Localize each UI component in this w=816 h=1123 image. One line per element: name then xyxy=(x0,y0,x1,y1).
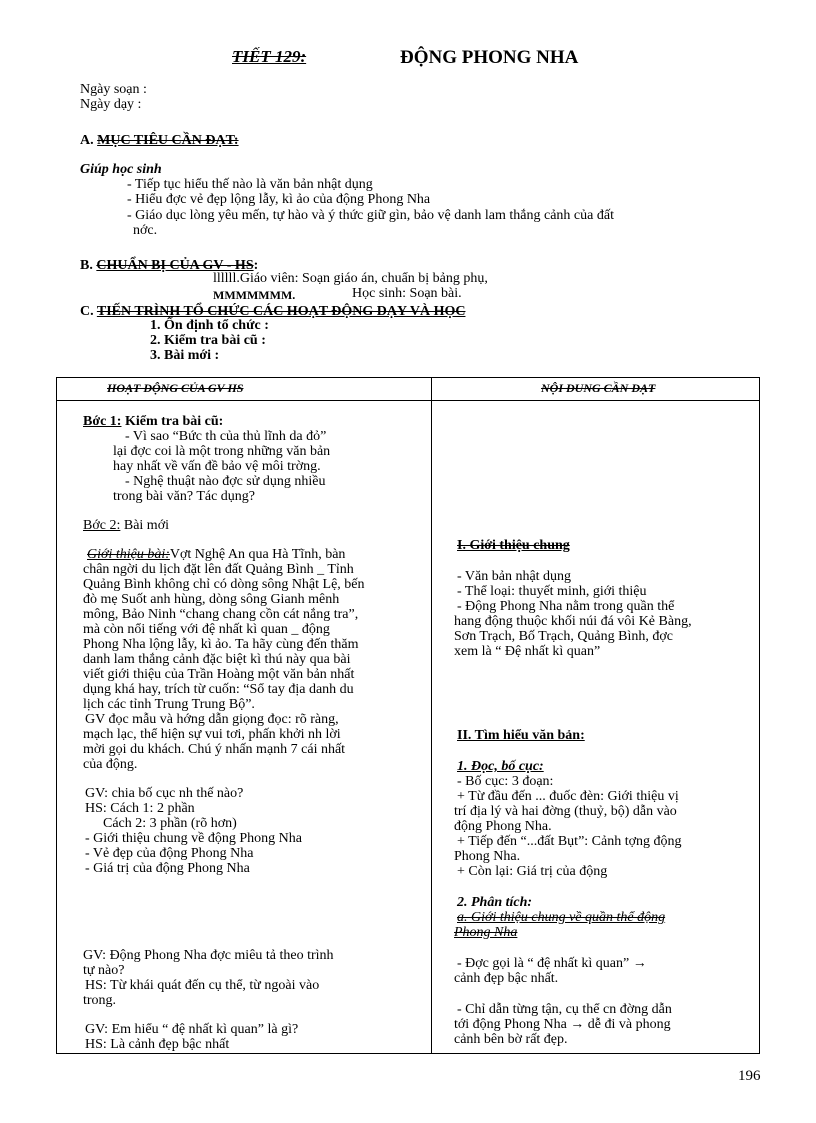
structure-item: trí địa lý và hai đờng (thuỷ, bộ) dẫn vào xyxy=(454,804,677,819)
question-line: lại đợc coi là một trong những văn bản xyxy=(113,444,331,459)
table-header-activities: HOẠT ĐỘNG CỦA GV HS xyxy=(107,381,244,395)
reading-line: mời gọi du khách. Chú ý nhấn mạnh 7 cái nhất xyxy=(83,742,346,757)
question-line: - Vì sao “Bức th của thủ lĩnh da đỏ” xyxy=(125,429,327,444)
table-column-divider xyxy=(431,378,432,1053)
intro-item: hang động thuộc khối núi đá vôi Kẻ Bàng, xyxy=(454,614,692,629)
intro-line: chân ngời du lịch đặt lên đất Quảng Bình _ Tỉnh xyxy=(83,562,354,577)
structure-part: - Giới thiệu chung về động Phong Nha xyxy=(85,831,302,846)
student-answer: Cách 2: 3 phần (rõ hơn) xyxy=(103,816,237,831)
student-prep-marker: MMMMMMM. xyxy=(213,288,296,302)
step1-title: Kiểm tra bài cũ: xyxy=(121,414,224,429)
teacher-prep: llllll.Giáo viên: Soạn giáo án, chuẩn bị bảng phụ, xyxy=(213,271,488,286)
right-column-analysis xyxy=(454,728,755,1047)
step2-heading xyxy=(83,518,425,533)
analysis-subtitle: Phong Nha xyxy=(454,925,518,940)
structure-part: - Vẻ đẹp của động Phong Nha xyxy=(85,846,254,861)
section-a-intro: Giúp học sinh xyxy=(80,162,162,177)
step1-heading xyxy=(83,414,425,429)
section-c-heading xyxy=(80,304,465,320)
section-intro-title: I. Giới thiệu chung xyxy=(457,538,570,553)
student-answer: HS: Là cảnh đẹp bậc nhất xyxy=(85,1037,230,1052)
intro-line: Vợt Nghệ An qua Hà Tĩnh, bàn xyxy=(169,547,346,562)
step-3: 3. Bài mới : xyxy=(150,348,220,363)
date-taught: Ngày dạy : xyxy=(80,97,142,112)
section-a-item: - Tiếp tục hiểu thế nào là văn bản nhật dụng xyxy=(127,177,373,192)
intro-item: - Động Phong Nha nằm trong quần thể xyxy=(457,599,675,614)
intro-item: xem là “ Đệ nhất kì quan” xyxy=(454,644,601,659)
intro-item: - Văn bản nhật dụng xyxy=(457,569,572,584)
table-header-divider xyxy=(57,400,759,401)
intro-line: Quảng Bình không chỉ có dòng sông Nhật Lệ, bến xyxy=(83,577,365,592)
section-analysis-title: II. Tìm hiểu văn bản: xyxy=(457,728,585,743)
step2-label: Bớc 2: xyxy=(83,518,121,533)
structure-item: + Còn lại: Giá trị của động xyxy=(457,864,608,879)
structure-item: - Bố cục: 3 đoạn: xyxy=(457,774,554,789)
teacher-question: GV: chia bố cục nh thế nào? xyxy=(85,786,244,801)
analysis-line: - Đợc gọi là “ đệ nhất kì quan” → xyxy=(457,956,647,971)
structure-item: + Từ đầu đến ... đuốc đèn: Giới thiệu vị xyxy=(457,789,679,804)
analysis-title: 2. Phân tích: xyxy=(457,895,533,910)
table-header-content: NỘI DUNG CẦN ĐẠT xyxy=(541,381,656,395)
right-column xyxy=(454,538,755,659)
section-a-letter: A. xyxy=(80,133,94,148)
intro-item: Sơn Trạch, Bố Trạch, Quảng Bình, đợc xyxy=(454,629,673,644)
structure-item: + Tiếp đến “...đất Bụt”: Cảnh tợng động xyxy=(457,834,682,849)
date-prepared: Ngày soạn : xyxy=(80,82,147,97)
step-2: 2. Kiểm tra bài cũ : xyxy=(150,333,266,348)
analysis-line: cảnh bên bờ rất đẹp. xyxy=(454,1032,568,1047)
intro-line: danh lam thắng cảnh đặc biệt kì thú này qua bài xyxy=(83,652,351,667)
section-a-item: - Giáo dục lòng yêu mến, tự hào và ý thức giữ gìn, bảo vệ danh lam thắng cảnh của đất xyxy=(127,208,614,223)
section-a-item: - Hiểu đợc vẻ đẹp lộng lẫy, kì ảo của động Phong Nha xyxy=(127,192,431,207)
question-line: trong bài văn? Tác dụng? xyxy=(113,489,256,504)
section-b-colon: : xyxy=(253,258,259,273)
student-answer: HS: Từ khái quát đến cụ thể, từ ngoài vào xyxy=(85,978,320,993)
structure-part: - Giá trị của động Phong Nha xyxy=(85,861,250,876)
analysis-line: cảnh đẹp bậc nhất. xyxy=(454,971,559,986)
analysis-subtitle: a. Giới thiệu chung về quần thể động xyxy=(457,910,666,925)
teacher-question: tự nào? xyxy=(83,963,125,978)
reading-line: mạch lạc, thể hiện sự vui tơi, phấn khởi nh lời xyxy=(83,727,341,742)
intro-item: - Thể loại: thuyết minh, giới thiệu xyxy=(457,584,647,599)
page-number: 196 xyxy=(738,1068,761,1084)
section-a-title: MỤC TIÊU CẦN ĐẠT: xyxy=(97,133,239,148)
intro-line: mông, Bảo Ninh “chang chang cồn cát nắng tra”, xyxy=(83,607,359,622)
lesson-table xyxy=(56,377,760,1054)
intro-line: mà còn nổi tiếng với đệ nhất kì quan _ động xyxy=(83,622,330,637)
section-c-letter: C. xyxy=(80,304,94,319)
question-line: hay nhất về vấn đề bảo vệ môi trờng. xyxy=(113,459,321,474)
analysis-line: tới động Phong Nha → dễ đi và phong xyxy=(454,1017,671,1032)
reading-line: của động. xyxy=(83,757,138,772)
section-c-title: TIẾN TRÌNH TỔ CHỨC CÁC HOẠT ĐỘNG DẠY VÀ HỌC xyxy=(96,304,466,319)
left-column xyxy=(83,414,425,876)
section-b-title: CHUẨN BỊ CỦA GV - HS xyxy=(96,258,254,273)
intro-label: Giới thiệu bài: xyxy=(87,547,170,562)
intro-line: lịch các tỉnh Trung Trung Bộ”. xyxy=(83,697,255,712)
structure-item: Phong Nha. xyxy=(454,849,521,864)
intro-first-line xyxy=(83,547,425,562)
page-title: ĐỘNG PHONG NHA xyxy=(400,47,579,68)
intro-line: dụng khá hay, trích từ cuốn: “Sổ tay địa danh du xyxy=(83,682,354,697)
reading-line: GV đọc mẫu và hớng dẫn giọng đọc: rõ ràng, xyxy=(85,712,339,727)
student-answer: HS: Cách 1: 2 phần xyxy=(85,801,195,816)
section-b-letter: B. xyxy=(80,258,93,273)
question-line: - Nghệ thuật nào đợc sử dụng nhiều xyxy=(125,474,326,489)
section-a-heading xyxy=(80,133,239,149)
teacher-question: GV: Động Phong Nha đợc miêu tả theo trình xyxy=(83,948,334,963)
step1-label: Bớc 1: xyxy=(83,414,122,429)
step2-title: Bài mới xyxy=(120,518,169,533)
student-prep: Học sinh: Soạn bài. xyxy=(352,286,462,301)
intro-line: viết giới thiệu của Trần Hoàng một văn bản nhất xyxy=(83,667,355,682)
teacher-question: GV: Em hiểu “ đệ nhất kì quan” là gì? xyxy=(85,1022,299,1037)
intro-line: đò mẹ Suốt anh hùng, dòng sông Gianh mênh xyxy=(83,592,340,607)
intro-line: Phong Nha lộng lẫy, kì ảo. Ta hãy cùng đến thăm xyxy=(83,637,359,652)
analysis-line: - Chỉ dẫn từng tận, cụ thể cn đờng dẫn xyxy=(457,1002,672,1017)
lesson-number: TIẾT 129: xyxy=(232,47,307,66)
step-1: 1. Ổn định tổ chức : xyxy=(150,318,269,333)
student-answer: trong. xyxy=(83,993,117,1008)
structure-item: động Phong Nha. xyxy=(454,819,552,834)
left-column-bottom xyxy=(83,948,425,1052)
section-a-item: nớc. xyxy=(133,223,158,238)
reading-structure-title: 1. Đọc, bố cục: xyxy=(457,759,544,774)
